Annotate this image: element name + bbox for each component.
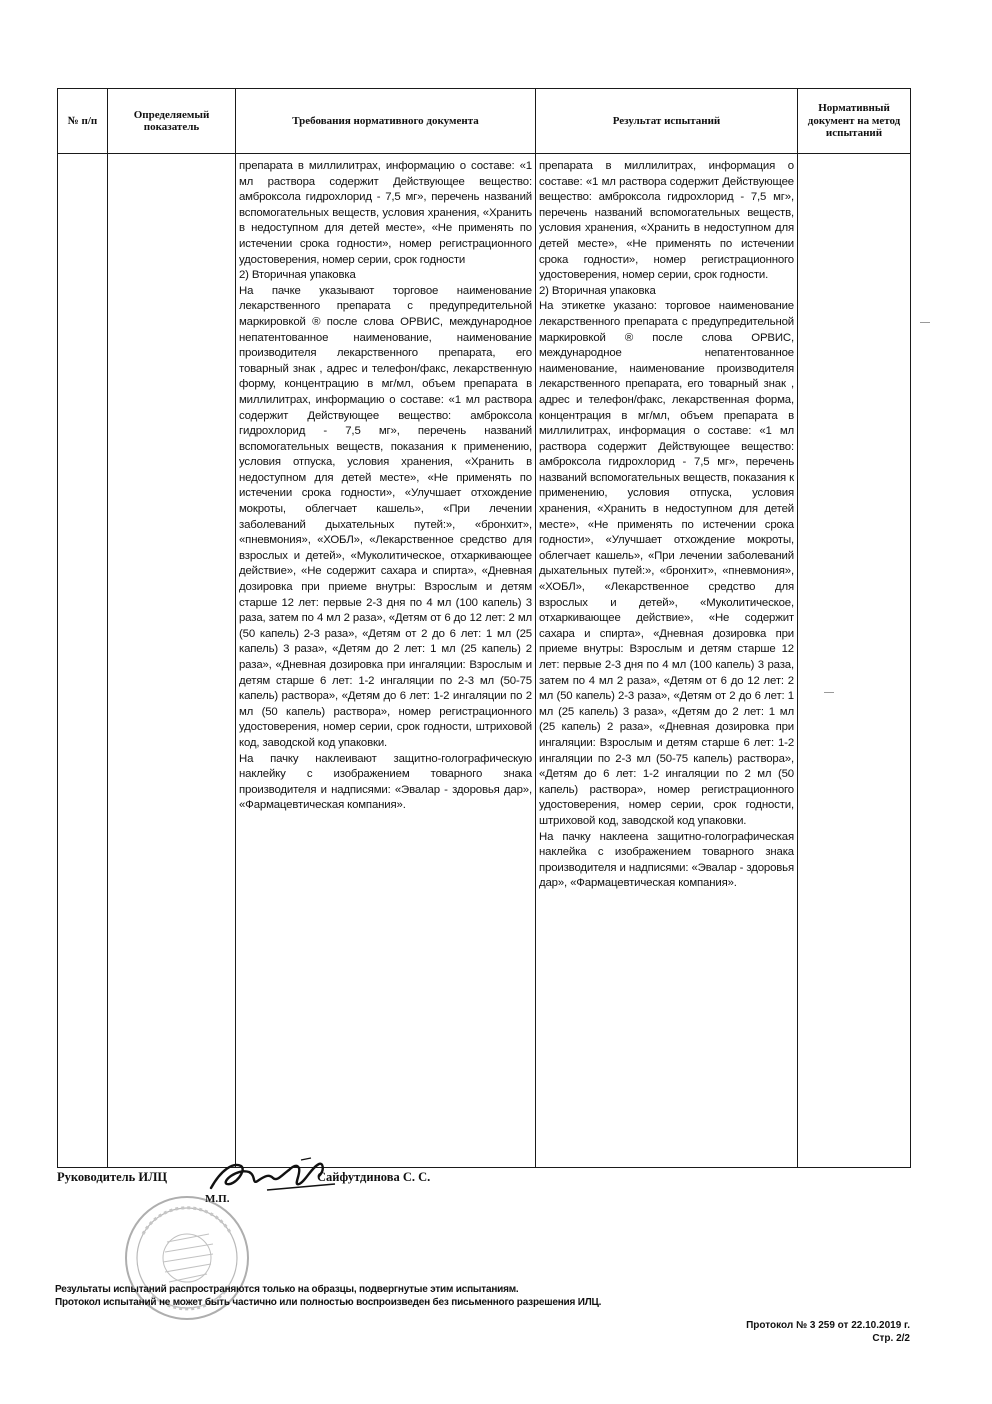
header-num: № п/п	[58, 89, 108, 154]
header-method: Нормативный документ на метод испытаний	[798, 89, 911, 154]
requirements-paragraph: На пачку наклеивают защитно-голографическую наклейку с изображением товарного знака производителя и надписями: «Эвалар - здоровья дар», «Фармацевтическая компания».	[239, 752, 532, 812]
header-result: Результат испытаний	[536, 89, 798, 154]
cell-method	[798, 154, 911, 1168]
result-paragraph: На этикетке указано: торговое наименование лекарственного препарата с предупредительной маркировкой ® после слова ОРВИС, международное непатентованное наименование, наименование производителя лекарственного препарата, его товарный знак , адрес и телефон/факс, лекарственная форма, концентрация в мг/мл, объем препарата в миллилитрах, информация о составе: «1 мл раствора содержит Действующее вещество: амброксола гидрохлорид - 7,5 мг», перечень названий вспомогательных веществ, показания к применению, условия отпуска, условия хранения, «Хранить в недоступном для детей месте», «Не применять по истечении срока годности», «Улучшает отхождение мокроты, облегчает кашель», «При лечении заболеваний дыхательных путей:», «бронхит», «пневмония», «ХОБЛ», «Лекарственное средство для взрослых и детей», «Муколитическое, отхаркивающее действие», «Не содержит сахара и спирта», «Дневная дозировка при приеме внутры: Взрослым и детям старше 12 лет: первые 2-3 дня по 4 мл (100 капель) 3 раза, затем по 4 мл 2 раза», «Детям от 6 до 12 лет: 2 мл (50 капель) 2-3 раза», «Детям от 2 до 6 лет: 1 мл (25 капель) 3 раза», «Детям до 2 лет: 1 мл (25 капель) 2 раза», «Дневная дозировка при ингаляции: Взрослым и детям старше 6 лет: 1-2 ингаляции по 2-3 мл (50-75 капель) раствора», «Детям до 6 лет: 1-2 ингаляции по 2 мл (50 капель) раствора», номер регистрационного удостоверения, номер серии, срок годности, штриховой код, заводской код упаковки.	[539, 300, 794, 827]
signatory-name: Сайфутдинова С. С.	[317, 1170, 431, 1184]
footer-notes	[55, 1283, 601, 1309]
result-paragraph: 2) Вторичная упаковка	[539, 284, 656, 297]
results-table	[57, 88, 911, 1168]
page-number: Стр. 2/2	[872, 1333, 910, 1344]
cell-num	[58, 154, 108, 1168]
header-indicator: Определяемый показатель	[108, 89, 236, 154]
requirements-paragraph: препарата в миллилитрах, информацию о составе: «1 мл раствора содержит Действующее вещество: амброксола гидрохлорид - 7,5 мг», перечень названий вспомогательных веществ, условия хранения, «Хранить в недоступном для детей месте», «Не применять по истечении срока годности», номер регистрационного удостоверения, номер серии, срок годности	[239, 160, 532, 266]
cell-requirements	[236, 154, 536, 1168]
table-header-row	[58, 89, 911, 154]
scan-artifact	[920, 322, 930, 323]
cell-result	[536, 154, 798, 1168]
result-paragraph: препарата в миллилитрах, информация о составе: «1 мл раствора содержит Действующее вещество: амброксола гидрохлорид - 7,5 мг», перечень названий вспомогательных веществ, условия хранения, «Хранить в недоступном для детей месте», «Не применять по истечении срока годности», номер регистрационного удостоверения, номер серии, срок годности.	[539, 160, 794, 282]
table-row	[58, 154, 911, 1168]
signature-block	[57, 1160, 657, 1300]
protocol-number: Протокол № 3 259 от 22.10.2019 г.	[746, 1320, 910, 1331]
footer-note: Протокол испытаний не может быть частично или полностью воспроизведен без письменного разрешения ИЛЦ.	[55, 1297, 602, 1308]
requirements-paragraph: На пачке указывают торговое наименование лекарственного препарата с предупредительной маркировкой ® после слова ОРВИС, международное непатентованное наименование, наименование производителя лекарственного препарата, его товарный знак , адрес и телефон/факс, лекарственную форму, концентрацию в мг/мл, объем препарата в миллилитрах, информацию о составе: «1 мл раствора содержит Действующее вещество: амброксола гидрохлорид - 7,5 мг», перечень названий вспомогательных веществ, показания к применению, условия отпуска, условия хранения, «Хранить в недоступном для детей месте», «Не применять по истечении срока годности», «Улучшает отхождение мокроты, облегчает кашель», «При лечении заболеваний дыхательных путей:», «бронхит», «пневмония», «ХОБЛ», «Лекарственное средство для взрослых и детей», «Муколитическое, отхаркивающее действие», «Не содержит сахара и спирта», «Дневная дозировка при приеме внутры: Взрослым и детям старше 12 лет: первые 2-3 дня по 4 мл (100 капель) 3 раза, затем по 4 мл 2 раза», «Детям от 6 до 12 лет: 2 мл (50 капель) 2-3 раза», «Детям от 2 до 6 лет: 1 мл (25 капель) 3 раза», «Детям до 2 лет: 1 мл (25 капель) 2 раза», «Дневная дозировка при ингаляции: Взрослым и детям старше 6 лет: 1-2 ингаляции по 2-3 мл (50-75 капель) раствора», «Детям до 6 лет: 1-2 ингаляции по 2 мл (50 капель) раствора», номер регистрационного удостоверения, номер серии, срок годности, штриховой код, заводской код упаковки.	[239, 284, 532, 749]
seal-label: М.П.	[205, 1193, 230, 1205]
scan-artifact	[824, 692, 834, 693]
header-requirements: Требования нормативного документа	[236, 89, 536, 154]
result-paragraph: На пачку наклеена защитно-голографическая наклейка с изображением товарного знака производителя и надписями: «Эвалар - здоровья дар», «Фармацевтическая компания».	[539, 830, 794, 890]
protocol-info	[746, 1319, 910, 1345]
cell-indicator	[108, 154, 236, 1168]
requirements-paragraph: 2) Вторичная упаковка	[239, 269, 356, 282]
signature-label: Руководитель ИЛЦ	[57, 1170, 168, 1184]
footer-note: Результаты испытаний распространяются только на образцы, подвергнутые этим испытаниям.	[55, 1284, 519, 1295]
